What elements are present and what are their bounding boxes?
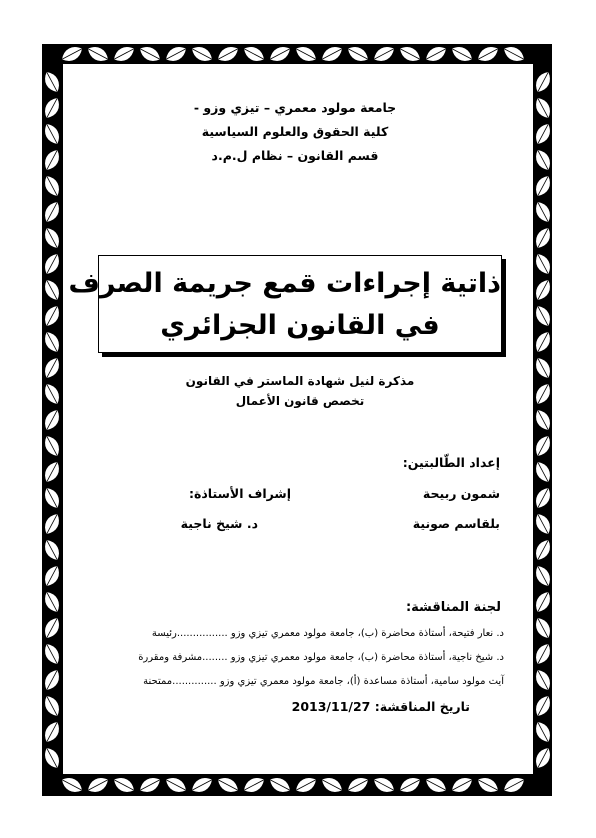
student-name-2: بلقاسم صونية (412, 516, 500, 531)
memo-description (150, 371, 450, 411)
faculty-name: كلية الحقوق والعلوم السياسية (201, 124, 389, 139)
supervisor-name: د. شيخ ناجية (180, 516, 258, 531)
committee-member-2: د. شيخ ناجية، أستاذة محاضرة (ب)، جامعة مولود معمري تيزي وزو ........مشرفة ومقررة (138, 652, 504, 663)
student-name-1: شمون ربيحة (422, 486, 500, 501)
memo-degree: مذكرة لنيل شهادة الماستر في القانون (185, 374, 415, 388)
department-name: قسم القانون – نظام ل.م.د (211, 148, 379, 163)
students-label: إعداد الطّالبتين: (402, 455, 500, 470)
thesis-title-box (68, 255, 502, 353)
institution-header (150, 96, 440, 168)
supervisor-label: إشراف الأستاذة: (189, 486, 291, 501)
committee-member-1: د. نعار فتيحة، أستاذة محاضرة (ب)، جامعة مولود معمري تيزي وزو ................رئيسة (151, 628, 504, 639)
defense-date: تاريخ المناقشة: 2013/11/27 (291, 699, 470, 714)
thesis-title-line1: ذاتية إجراءات قمع جريمة الصرف (68, 268, 501, 299)
university-name: جامعة مولود معمري – تيزي وزو - (193, 100, 397, 115)
thesis-title-line2: في القانون الجزائري (160, 310, 440, 341)
committee-label: لجنة المناقشة: (405, 600, 501, 615)
memo-specialty: تخصص قانون الأعمال (235, 394, 365, 408)
committee-member-3: آيت مولود سامية، أستاذة مساعدة (أ)، جامعة مولود معمري تيزي وزو ..............ممتحنة (143, 676, 504, 687)
